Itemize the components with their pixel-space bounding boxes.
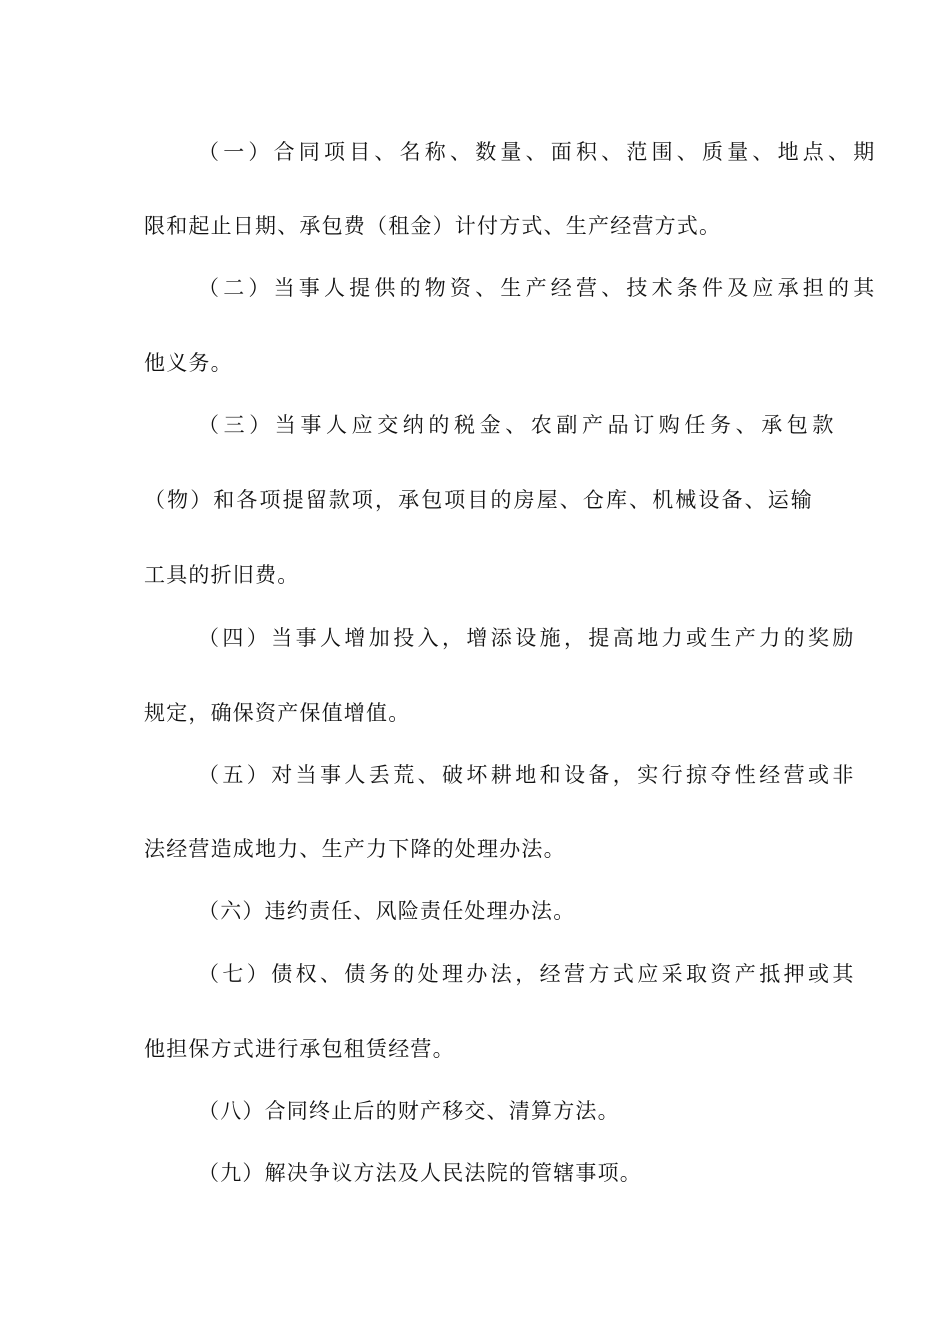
paragraph-1-line-2: 限和起止日期、承包费（租金）计付方式、生产经营方式。 — [144, 214, 722, 238]
paragraph-5-line-1: （五）对当事人丢荒、破坏耕地和设备，实行掠夺性经营或非 — [198, 763, 857, 787]
paragraph-4-line-2: 规定，确保资产保值增值。 — [144, 701, 411, 725]
paragraph-6-line-1: （六）违约责任、风险责任处理办法。 — [198, 899, 576, 923]
paragraph-3-line-2: （物）和各项提留款项，承包项目的房屋、仓库、机械设备、运输 — [144, 488, 814, 512]
paragraph-9-line-1: （九）解决争议方法及人民法院的管辖事项。 — [198, 1161, 642, 1185]
paragraph-2-line-1: （二）当事人提供的物资、生产经营、技术条件及应承担的其 — [198, 276, 879, 300]
paragraph-8-line-1: （八）合同终止后的财产移交、清算方法。 — [198, 1099, 620, 1123]
paragraph-1-line-1: （一）合同项目、名称、数量、面积、范围、质量、地点、期 — [198, 140, 879, 164]
paragraph-4-line-1: （四）当事人增加投入，增添设施，提高地力或生产力的奖励 — [198, 626, 857, 650]
paragraph-2-line-2: 他义务。 — [144, 351, 233, 375]
paragraph-3-line-3: 工具的折旧费。 — [144, 563, 300, 587]
paragraph-3-line-1: （三）当事人应交纳的税金、农副产品订购任务、承包款 — [198, 413, 838, 437]
paragraph-7-line-2: 他担保方式进行承包租赁经营。 — [144, 1037, 455, 1061]
paragraph-7-line-1: （七）债权、债务的处理办法，经营方式应采取资产抵押或其 — [198, 962, 857, 986]
paragraph-5-line-2: 法经营造成地力、生产力下降的处理办法。 — [144, 837, 566, 861]
